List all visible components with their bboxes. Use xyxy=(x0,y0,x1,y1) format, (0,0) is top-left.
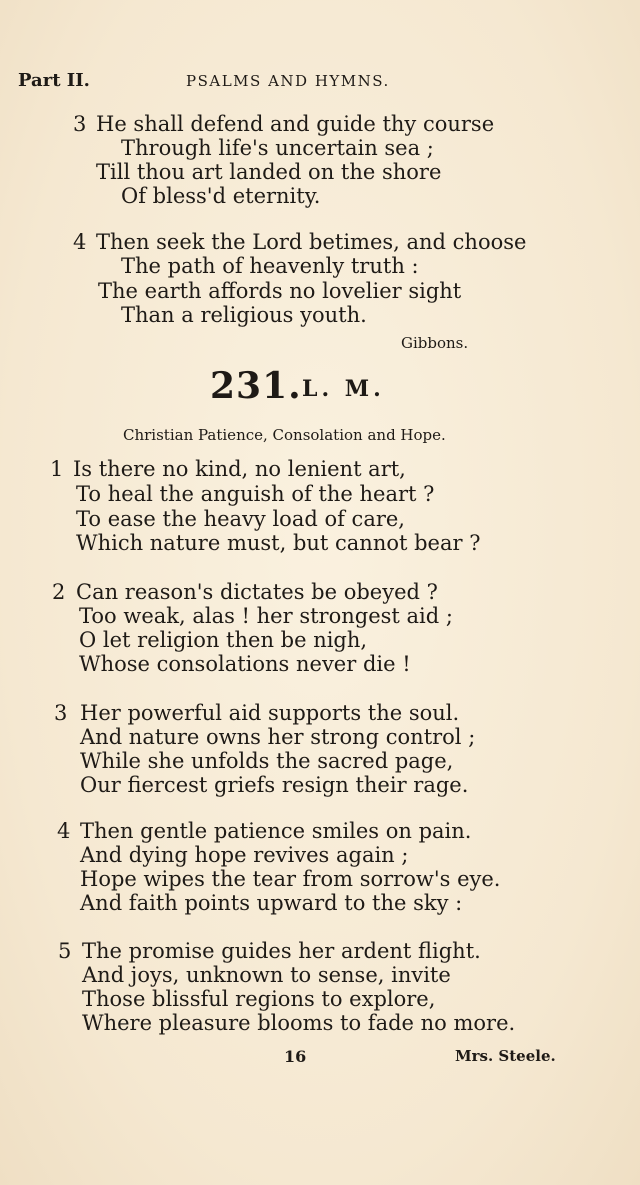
verse-line: Which nature must, but cannot bear ? xyxy=(76,531,481,555)
page-number: 16 xyxy=(284,1047,307,1066)
verse-line: Of bless'd eternity. xyxy=(121,184,321,208)
hymn-meter: L. M. xyxy=(302,376,385,402)
verse-line: O let religion then be nigh, xyxy=(79,628,368,652)
verse-line: Those blissful regions to explore, xyxy=(82,987,436,1011)
verse-line: And joys, unknown to sense, invite xyxy=(82,963,451,987)
hymn-title: Christian Patience, Consolation and Hope. xyxy=(123,426,446,444)
verse-line: Hope wipes the tear from sorrow's eye. xyxy=(80,867,501,891)
running-header-part: Part II. xyxy=(18,70,90,91)
stanza-number: 1 xyxy=(50,457,64,481)
stanza-number: 5 xyxy=(58,939,72,963)
stanza-number: 4 xyxy=(73,230,87,254)
verse-line: The path of heavenly truth : xyxy=(121,254,419,278)
verse-line: Her powerful aid supports the soul. xyxy=(80,701,460,725)
verse-line: Too weak, alas ! her strongest aid ; xyxy=(79,604,453,628)
running-header-title: PSALMS AND HYMNS. xyxy=(186,72,390,90)
verse-line: Till thou art landed on the shore xyxy=(96,160,442,184)
prev-hymn-author: Gibbons. xyxy=(401,334,469,352)
verse-line: The earth affords no lovelier sight xyxy=(98,279,462,303)
hymn-author: Mrs. Steele. xyxy=(455,1047,556,1065)
verse-line: He shall defend and guide thy course xyxy=(96,112,495,136)
verse-line: And dying hope revives again ; xyxy=(80,843,409,867)
verse-line: Then gentle patience smiles on pain. xyxy=(80,819,472,843)
verse-line: And nature owns her strong control ; xyxy=(80,725,476,749)
verse-line: While she unfolds the sacred page, xyxy=(80,749,454,773)
verse-line: To heal the anguish of the heart ? xyxy=(76,482,435,506)
verse-line: Our fiercest griefs resign their rage. xyxy=(80,773,469,797)
verse-line: The promise guides her ardent flight. xyxy=(82,939,481,963)
verse-line: Is there no kind, no lenient art, xyxy=(73,457,406,481)
verse-line: Than a religious youth. xyxy=(121,303,367,327)
verse-line: To ease the heavy load of care, xyxy=(76,507,405,531)
verse-line: Whose consolations never die ! xyxy=(79,652,411,676)
stanza-number: 2 xyxy=(52,580,66,604)
hymn-number: 231. xyxy=(210,365,302,407)
stanza-number: 3 xyxy=(73,112,87,136)
stanza-number: 3 xyxy=(54,701,68,725)
verse-line: Through life's uncertain sea ; xyxy=(121,136,434,160)
stanza-number: 4 xyxy=(57,819,71,843)
verse-line: And faith points upward to the sky : xyxy=(80,891,463,915)
verse-line: Then seek the Lord betimes, and choose xyxy=(96,230,527,254)
verse-line: Where pleasure blooms to fade no more. xyxy=(82,1011,516,1035)
verse-line: Can reason's dictates be obeyed ? xyxy=(76,580,438,604)
